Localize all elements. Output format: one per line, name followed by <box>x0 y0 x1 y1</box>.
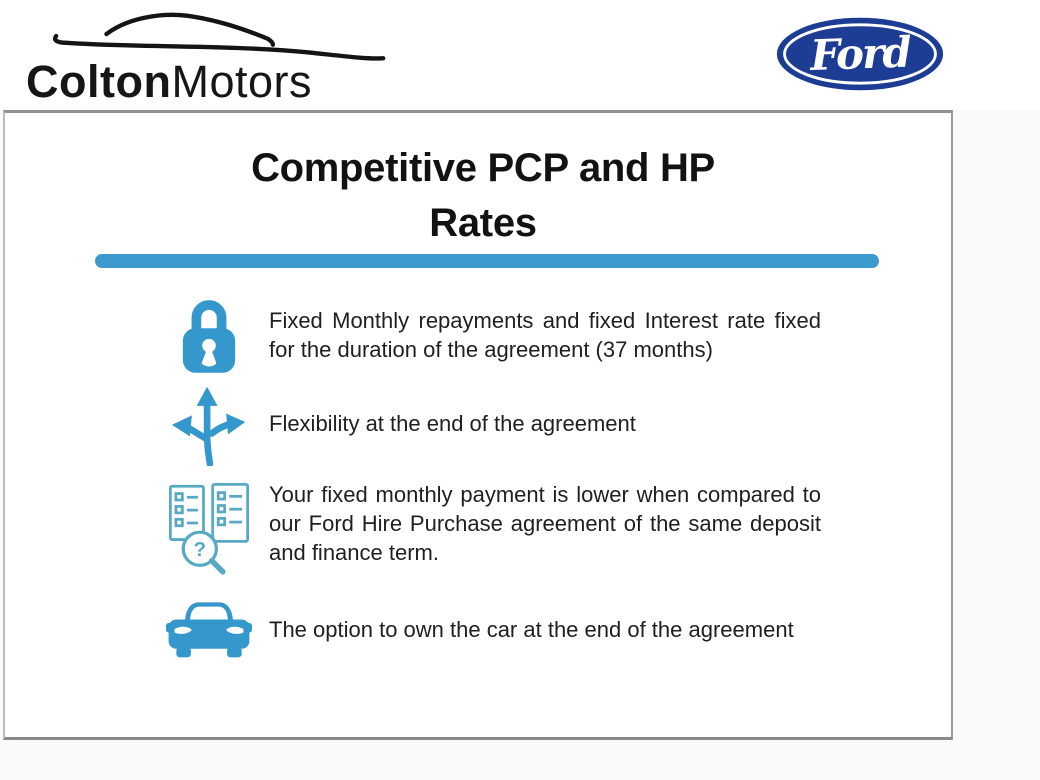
page-title <box>23 141 943 251</box>
ford-logo-icon <box>774 15 946 93</box>
svg-text:?: ? <box>193 539 206 562</box>
ford-logo-text: Ford <box>809 27 911 81</box>
flexibility-arrows-icon <box>169 380 249 466</box>
dealer-logo <box>10 4 390 108</box>
page-title-line2: Rates <box>429 201 537 245</box>
benefit-item-own-car <box>163 591 825 667</box>
title-divider <box>95 254 879 268</box>
benefit-item-fixed-repayments <box>163 289 825 381</box>
dealer-name-light: Motors <box>171 56 312 107</box>
benefit-text: Your fixed monthly payment is lower when compared to our Ford Hire Purchase agreement of the same deposit and finance term. <box>269 481 821 565</box>
comparison-checklists-magnifier-icon <box>163 470 255 576</box>
benefit-text: Flexibility at the end of the agreement <box>269 410 636 436</box>
dealer-name-bold: Colton <box>26 56 172 107</box>
header <box>0 0 1040 110</box>
page-title-line1: Competitive PCP and HP <box>251 146 715 190</box>
benefit-text: Fixed Monthly repayments and fixed Interest rate fixed for the duration of the agreement (37 months) <box>269 308 821 362</box>
car-front-icon <box>166 597 252 661</box>
benefit-item-lower-payment <box>163 469 825 577</box>
benefit-item-flexibility <box>163 383 825 463</box>
dealer-name <box>26 56 312 108</box>
benefit-text: The option to own the car at the end of the agreement <box>269 616 794 642</box>
padlock-icon <box>178 295 240 375</box>
finance-rates-panel <box>3 110 953 740</box>
